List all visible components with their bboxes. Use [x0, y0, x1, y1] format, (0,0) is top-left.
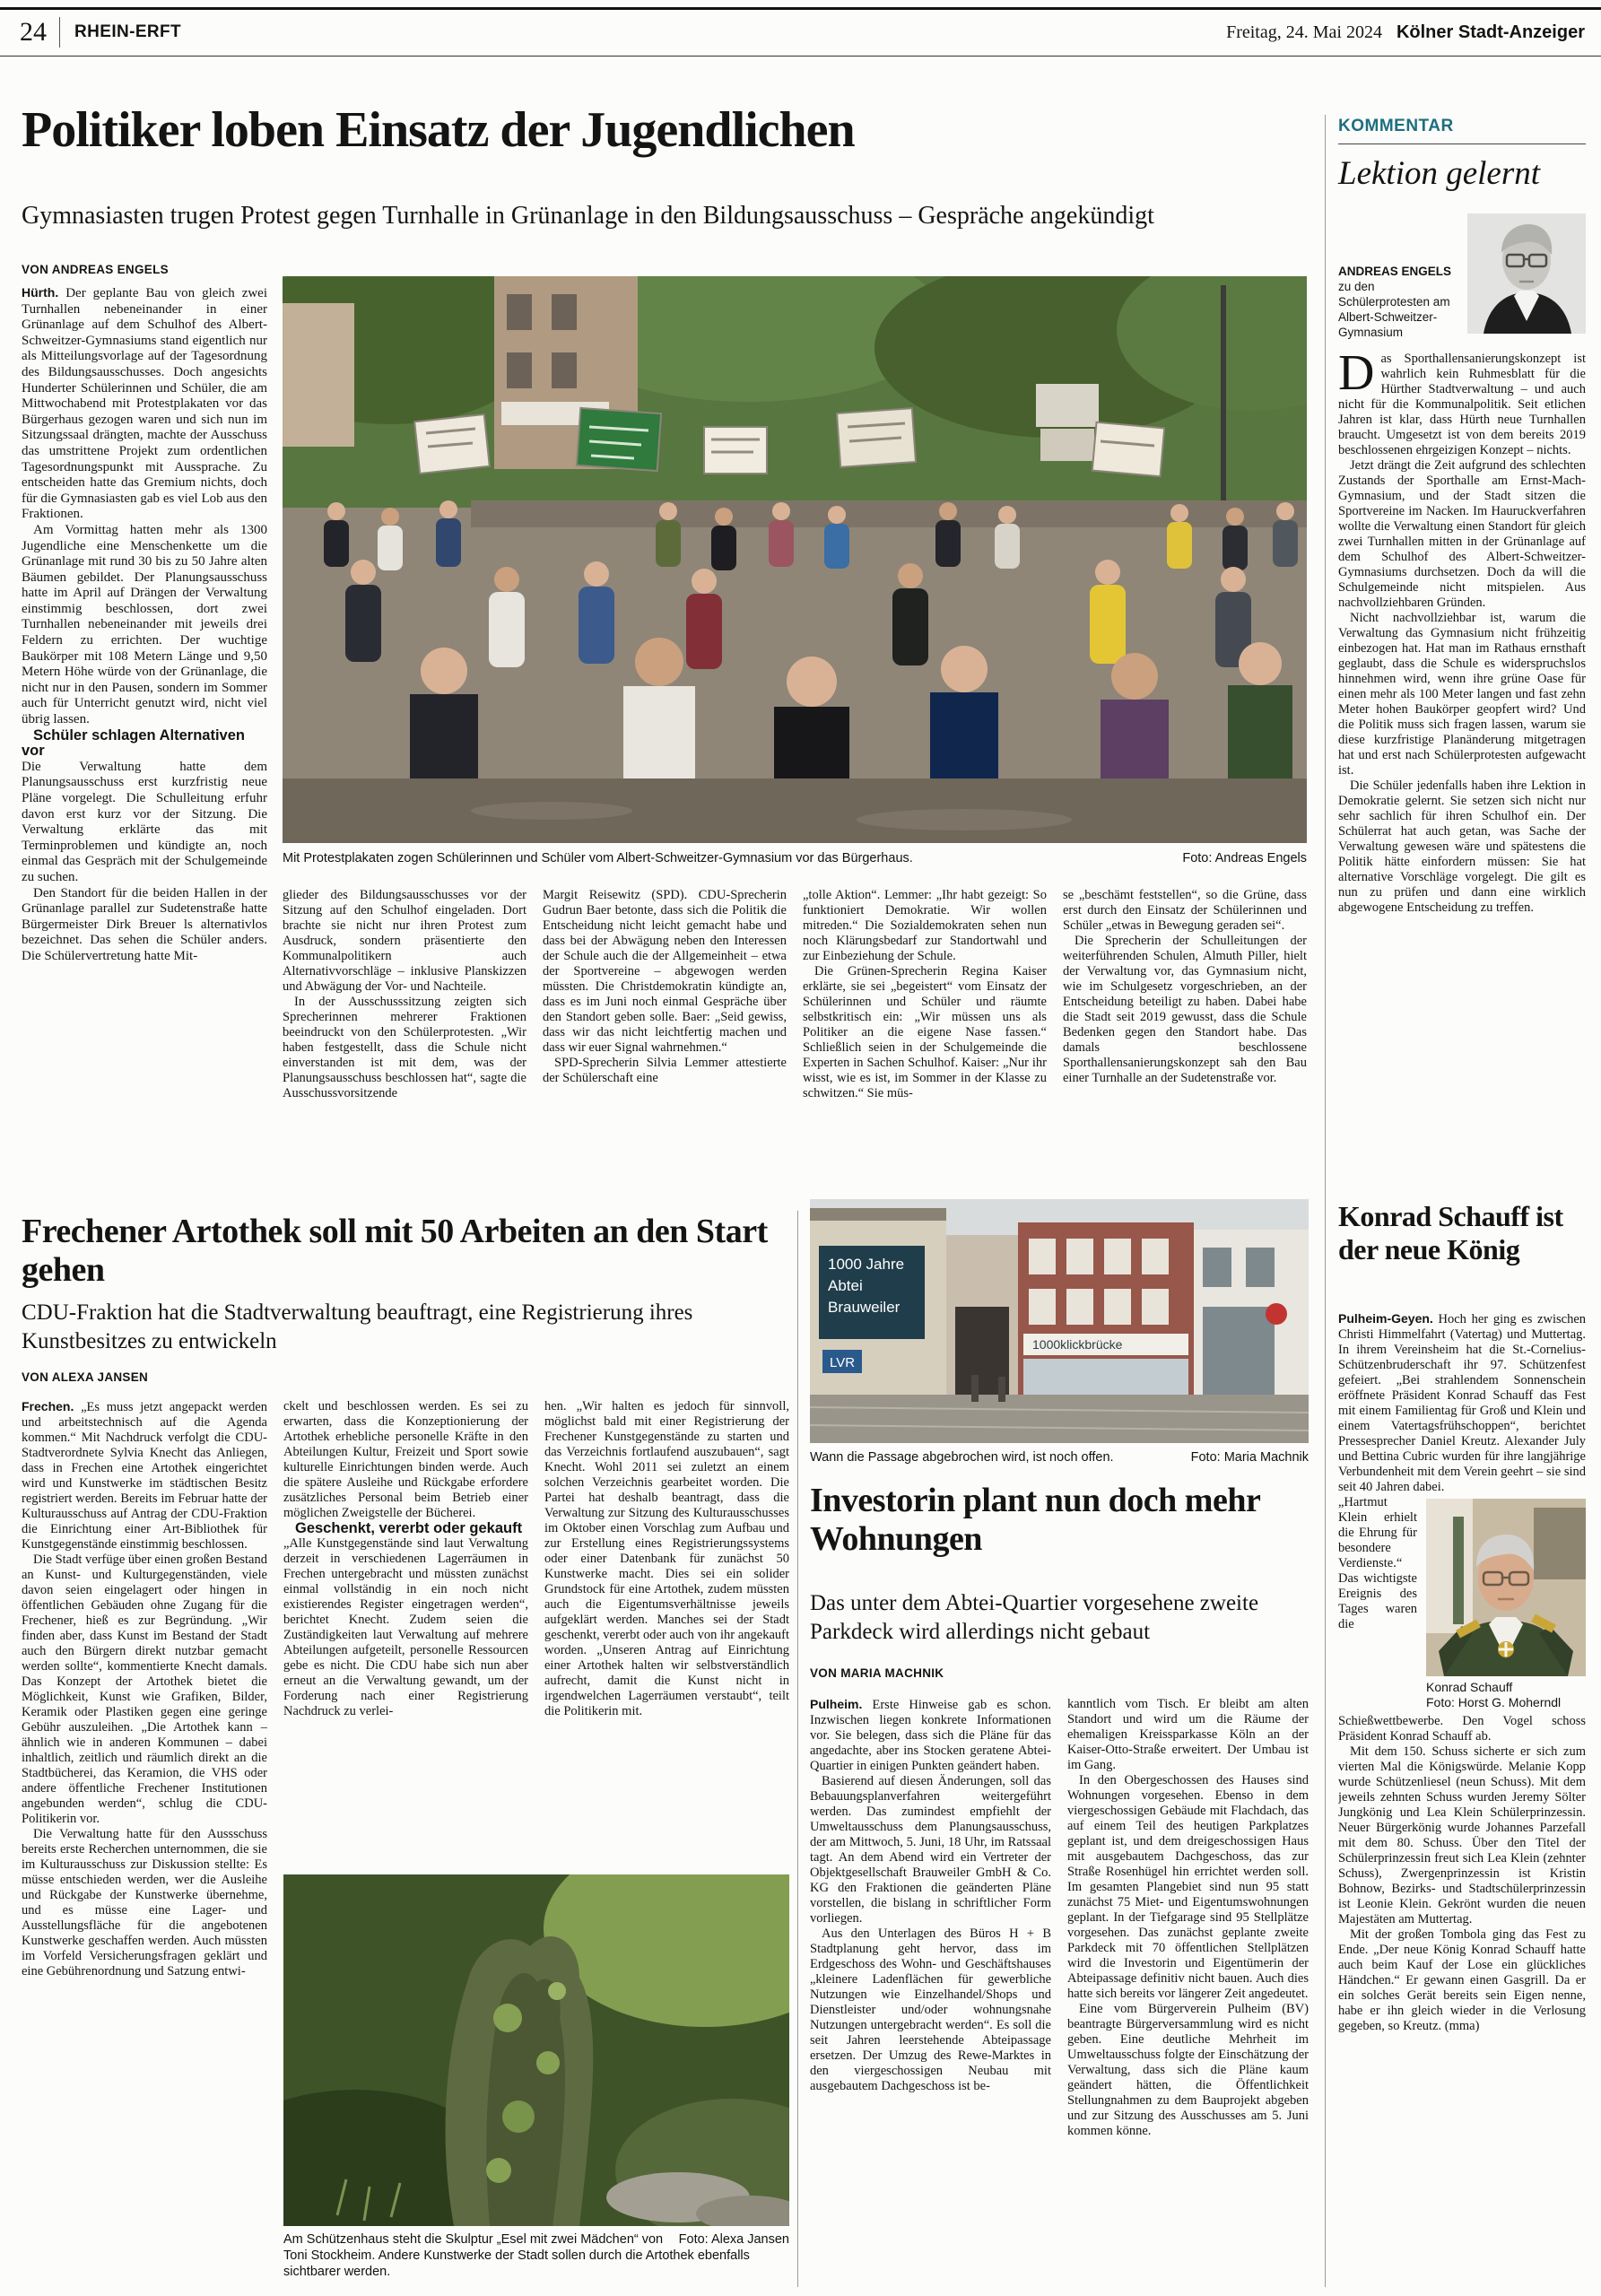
column-rule: [797, 1211, 798, 2287]
protest-column-3: [543, 888, 787, 1191]
paragraph: Margit Reisewitz (SPD). CDU-Sprecherin Gudrun Baer betonte, dass sich die Politik die Entscheidung nicht leicht gemacht habe und dass bei der Abwägung neben den Interessen der Schule auch die der Allgemeinheit – etwa der Sportvereine – abgewogen werden müssten. Die Christdemokratin kündigte an, dass es im Juni noch einmal Gespräche über den Standort geben solle. Baer: „Seid gewiss, dass wir das nicht leichtfertig machen und dass wir euer Signal wahrnehmen.“: [543, 888, 787, 1055]
protest-photo-illustration: [283, 276, 1307, 843]
paragraph: In der Ausschusssitzung zeigten sich Sprecherinnen mehrerer Fraktionen beeindruckt von den Schülerprotesten. „Wir haben festgestellt, dass die Schule nicht einverstanden ist mit dem, was der Planungsausschuss beschlossen hat“, sagte die Ausschussvorsitzende: [283, 995, 526, 1100]
investorin-column-2: [1067, 1697, 1309, 2291]
investorin-subhead: Das unter dem Abtei-Quartier vorgesehene zweite Parkdeck wird allerdings nicht gebaut: [810, 1591, 1259, 1644]
main-byline: VON ANDREAS ENGELS: [22, 263, 169, 276]
schauff-body: [1338, 1311, 1586, 2289]
paragraph: Die Sprecherin der Schulleitungen der weiterführenden Schulen, Almuth Piller, hielt der Verwaltung vor, das Gymnasium nicht, wie im Schulgesetz vorgeschrieben, an der Entscheidung beteiligt zu haben. Dabei habe die Stadt seit 2019 gewusst, dass die Schule Bedenken gegen den Standort habe. Das damals beschlossene Sporthallensanierungskonzept sah den Bau einer Turnhalle an der Sudetenstraße vor.: [1063, 934, 1307, 1085]
paragraph: ckelt und beschlossen werden. Es sei zu erwarten, dass die Konzeptionierung der Artothek erhebliche personelle Kräfte in den Abteilungen Kultur, Freizeit und Sport sowie kulturelle Einrichtungen binden werde. Auch die spätere Ausleihe und Rückgabe erfordere zusätzliches Personal beim Betrieb einer möglichen Zweigstelle der Bücherei.: [283, 1399, 528, 1520]
protest-photo: [283, 276, 1307, 843]
protest-column-1: [22, 285, 267, 1189]
dateline: Pulheim.: [810, 1697, 863, 1711]
artothek-byline: VON ALEXA JANSEN: [22, 1370, 149, 1384]
protest-photo-caption: [283, 850, 1307, 866]
kommentar-author-text: [1338, 213, 1458, 340]
banner-text-line2: Abtei: [828, 1277, 863, 1294]
protest-columns-2-5: [283, 888, 1307, 1191]
caption-text: Wann die Passage abgebrochen wird, ist noch offen.: [810, 1450, 1114, 1465]
author-name: ANDREAS ENGELS: [1338, 265, 1452, 278]
issue-date: Freitag, 24. Mai 2024: [1226, 22, 1382, 42]
paragraph: „tolle Aktion“. Lemmer: „Ihr habt gezeigt: So funktioniert Demokratie. Wir wollen mitreden.“ Die Sozialdemokraten sehen nun noch Klärungsbedarf zur Standortwahl und zur Einbeziehung der Schule.: [803, 888, 1047, 963]
page-header: [20, 11, 1585, 54]
author-desc: zu den Schülerprotesten am Albert-Schweitzer-Gymnasium: [1338, 280, 1450, 339]
paragraph: Die Grünen-Sprecherin Regina Kaiser erklärte, sie sei „begeistert“ vom Einsatz der Schülerinnen und Schüler und räumte selbstkritisch ein: „Wir müssen uns als Politiker an die eigene Nase fassen.“ Schließlich seien in der Schulgemeinde die Experten in Sachen Schulhof. Kaiser: „Nur ihr wisst, wie es ist, im Sommer in der Klasse zu schwitzen.“ Sie müs-: [803, 964, 1047, 1100]
kommentar-title: Lektion gelernt: [1338, 155, 1541, 192]
top-rule: [0, 7, 1601, 10]
protest-column-2: [283, 888, 526, 1191]
paragraph: In den Obergeschossen des Hauses sind Wohnungen vorgesehen. Ebenso in dem viergeschossigen Gebäude mit Flachdach, das auf einem Teil des heutigen Parkplatzes geplant ist, und dem dreigeschossigen Haus mit ausgebautem Dachgeschoss, das zur Straße Rosenhügel hin errichtet werden soll. Im gesamten Plangebiet sind nun 95 statt zunächst 75 Miet- und Eigentumswohnungen geplant. In der Tiefgarage sind 95 Stellplätze vorgesehen. Das zunächst geplante zweite Parkdeck mit 70 öffentlichen Stellplätzen wird die Investorin und Eigentümerin der Abteipassage definitiv nicht bauen. Auch dies hatte sich bereits vor längerer Zeit angedeutet.: [1067, 1773, 1309, 2001]
artothek-column-1: [22, 1399, 267, 2287]
drop-cap: D: [1338, 352, 1375, 401]
paragraph: Die Schüler jedenfalls haben ihre Lektion in Demokratie gelernt. Sie setzen sich nicht nur sehr sachlich für ihren Schulhof ein. Der Schülerrat hat auch getan, was Sache der Verwaltung gewesen wäre und spätestens die Politik hätte einfordern müssen: Sie hat alternative Vorschläge vorgelegt. Die gilt es nun zu prüfen und dann eine wirklich abgewogene Entscheidung zu treffen.: [1338, 778, 1586, 915]
paragraph: as Sporthallensanierungskonzept ist wahrlich kein Ruhmesblatt für die Hürther Stadtverwaltung – und auch nicht für die Kommunalpolitik. Seit etlichen Jahren ist klar, dass Hürth neue Turnhallen braucht. Umgesetzt ist von dem bereits 2019 beschlossenen ehrgeizigen Konzept – nichts.: [1338, 352, 1586, 457]
schauff-photo-caption: [1426, 1676, 1586, 1710]
section-title: RHEIN-ERFT: [74, 22, 182, 41]
paragraph: Der geplante Bau von gleich zwei Turnhallen nebeneinander in einer Grünanlage auf dem Schulhof des Albert-Schweitzer-Gymnasiums stand eigentlich nur als Mitteilungsvorlage auf der Tagesordnung des Bildungsausschusses. Doch angesichts Hunderter Schülerinnen und Schüler, die am Mittwochabend mit Protestplakaten vor das Bürgerhaus gezogen waren und sich nun im Sitzungssaal drängten, machte der Ausschuss das umstrittene Projekt zum ordentlichen Tagesordnungspunkt mit Aussprache. Zu entscheiden hatte das Gremium nichts, doch für die Gymnasiasten gab es viel Lob aus den Fraktionen.: [22, 286, 267, 522]
paragraph: Den Standort für die beiden Hallen in der Grünanlage parallel zur Sudetenstraße hatte Bürgermeister Dirk Breuer ls alternativlos bezeichnet. Das sehen die Schüler anders. Die Schülervertretung hatte Mit-: [22, 885, 267, 963]
paragraph: Mit der großen Tombola ging das Fest zu Ende. „Der neue König Konrad Schauff hatte auch beim Kauf der Lose ein glückliches Händchen.“ Er gewann einen Gasgrill. Da er ein solches Gerät bereits sein Eigen nenne, habe er ihn gleich wieder in die Verlosung gegeben, so Kreutz. (mma): [1338, 1927, 1586, 2033]
crosshead: Geschenkt, vererbt oder gekauft: [295, 1520, 523, 1536]
author-portrait: [1467, 213, 1586, 334]
investorin-column-1: [810, 1697, 1051, 2291]
investorin-headline: Investorin plant nun doch mehr Wohnungen: [810, 1482, 1260, 1558]
crosshead: Schüler schlagen Alternativen vor: [22, 726, 245, 760]
sculpture-photo: [283, 1874, 789, 2226]
paragraph: Die Stadt verfüge über einen großen Bestand an Kunst- und Kulturgegenständen, viele davon seien eingelagert oder hingen in öffentlichen Gebäuden ohne Zugang für die Frechener, hieß es zur Begründung. „Wir finden aber, dass Kunst im Bestand der Stadt auch den Bürgern direkt nutzbar gemacht werden sollte“, kommentierte Knecht damals. Das Konzept der Artothek bietet die Möglichkeit, Kunst wie Grafiken, Bilder, Keramik oder Plastiken gegen eine geringe Gebühr auszuleihen. „Die Artothek kann – ähnlich wie in anderen Kommunen – dabei inhaltlich, zeitlich und räumlich direkt an die Stadtbücherei, das Keramion, die VHS oder andere öffentliche Frechener Institutionen angebunden werden“, schlug die CDU-Politikerin vor.: [22, 1552, 267, 1826]
schauff-photo-illustration: [1426, 1499, 1586, 1676]
paragraph: Jetzt drängt die Zeit aufgrund des schlechten Zustands der Sporthalle am Ernst-Mach-Gymnasium, und der Stadt sitzen die Sportvereine im Nacken. Im Hauruckverfahren wollte die Verwaltung einen Standort für gleich zwei Turnhallen mitten in der Grünanlage auf dem Schulhof des Albert-Schweitzer-Gymnasiums durchsetzen. Doch da will die Schulgemeinde nicht mitspielen. Aus nachvollziehbaren Gründen.: [1338, 458, 1586, 610]
photo-credit: Foto: Andreas Engels: [1182, 851, 1307, 865]
paragraph: „Hartmut Klein erhielt die Ehrung für besondere Verdienste.“ Das wichtigste Ereignis des Tages waren die Schießwettbewerbe. Den Vogel schoss Präsident Konrad Schauff ab.: [1338, 1495, 1586, 1744]
paragraph: glieder des Bildungsausschusses vor der Sitzung auf den Schulhof eingeladen. Dort brachte sie nicht nur ihren Protest zum Ausdruck, sondern präsentierte den Kommunalpolitikern auch Alternativvorschläge – inklusive Planskizzen und Abwägung der Vor- und Nachteile.: [283, 888, 526, 994]
paragraph: hen. „Wir halten es jedoch für sinnvoll, möglichst bald mit einer Registrierung der Frechener Kunstgegenstände zu starten und das Verzeichnis fortlaufend auszubauen“, sagt Knecht. Wohl 2011 sei zuletzt an einem solchen Verzeichnis gearbeitet worden. Die Partei hat deshalb beantragt, dass die Verwaltung zur Sitzung des Kulturausschusses im Oktober einen Vorschlag zum Aufbau und zur Erstellung eines Registrierungssystems oder einer Datenbank für zunächst 50 Kunstwerke macht. Dies sei ein solider Grundstock für eine Artothek, zudem müssten auch die Eigentumsverhältnisse jeweils aufgeklärt werden. Manches sei der Stadt geschenkt, vererbt oder auch von ihr angekauft worden. „Unseren Antrag auf Einrichtung einer Artothek halten wir selbstverständlich aufrecht, damit die Kunst nicht in irgendwelchen Lagerräumen verstaubt“, teilt die Politikerin mit.: [544, 1399, 789, 1718]
abtei-photo: [810, 1199, 1309, 1443]
paragraph: SPD-Sprecherin Silvia Lemmer attestierte der Schülerschaft eine: [543, 1056, 787, 1085]
artothek-headline: Frechener Artothek soll mit 50 Arbeiten an den Start gehen: [22, 1213, 768, 1289]
paragraph: Basierend auf diesen Änderungen, soll das Bebauungsplanverfahren weitergeführt werden. Das zumindest empfiehlt der Umweltausschuss dem Planungsausschuss, der am Mittwoch, 5. Juni, 18 Uhr, im Ratssaal tagt. An dem Abend wird ein Vertreter der Objektgesellschaft Brauweiler GmbH & Co. KG den Fraktionen die geänderten Pläne vorstellen, die bislang in schriftlicher Form vorliegen.: [810, 1774, 1051, 1926]
paragraph: Die Verwaltung hatte dem Planungsausschuss erst kurzfristig neue Pläne vorgelegt. Die Schulleitung erfuhr davon erst kurz vor der Sitzung. Die Verwaltung erklärte das mit Terminproblemen und kündigte an, noch einmal das Gespräch mit der Schulgemeinde zu suchen.: [22, 759, 267, 884]
paragraph: Hoch her ging es zwischen Christi Himmelfahrt (Vatertag) und Muttertag. In ihrem Vereinsheim hat die St.-Cornelius-Schützenbruderschaft ihr 97. Schützenfest gefeiert. „Bei strahlendem Sonnenschein eröffnete Präsident Konrad Schauff das Fest mit einem Familientag für Groß und Klein und einem Vatertagsfrühschoppen“, berichtet Pressesprecher Daniel Kreutz. Alexander July und Bettina Cubric wurden für ihre langjährige Verbundenheit mit dem Verein geehrt – sie sind seit 40 Jahren dabei.: [1338, 1312, 1586, 1494]
abtei-photo-caption: [810, 1449, 1309, 1465]
dateline: Pulheim-Geyen.: [1338, 1311, 1433, 1326]
kommentar-author-block: [1338, 213, 1586, 340]
dateline: Hürth.: [22, 285, 59, 300]
paragraph: „Alle Kunstgegenstände sind laut Verwaltung derzeit in verschiedenen Lagerräumen in Frechen untergebracht und müssten zunächst einmal vollständig in ein noch nicht existierendes Register eingetragen werden“, berichtet Knecht. Zudem seien die Zuständigkeiten laut Verwaltung auf mehrere Abteilungen aufgeteilt, personelle Ressourcen gebe es nicht. Die CDU habe sich nun aber erneut an die Verwaltung gewandt, um der Forderung nach einer Registrierung Nachdruck zu verlei-: [283, 1536, 528, 1718]
schauff-figure: [1426, 1499, 1586, 1710]
main-subhead: Gymnasiasten trugen Protest gegen Turnhalle in Grünanlage in den Bildungsausschuss – Gespräche angekündigt: [22, 202, 1154, 230]
abtei-photo-illustration: [810, 1199, 1309, 1443]
caption-text: Am Schützenhaus steht die Skulptur „Esel mit zwei Mädchen“ von Toni Stockheim. Andere Kunstwerke der Stadt sollen durch die Artothek ebenfalls sichtbarer werden.: [283, 2232, 750, 2279]
artothek-right-block: [283, 1399, 789, 2280]
artothek-column-2: [283, 1399, 528, 1866]
header-divider: [59, 17, 60, 48]
paragraph: Erste Hinweise gab es schon. Inzwischen liegen konkrete Informationen vor. Sie belegen, dass sich die Pläne für das angedachte, aber ins Stocken geratene Abtei-Quartier in einigen Punkten geändert haben.: [810, 1698, 1051, 1773]
sculpture-caption: [283, 2231, 789, 2280]
schauff-headline: Konrad Schauff ist der neue König: [1338, 1200, 1563, 1266]
klick-banner-text: 1000klickbrücke: [1032, 1337, 1123, 1352]
dateline: Frechen.: [22, 1399, 74, 1413]
caption-text: Konrad Schauff: [1426, 1680, 1513, 1694]
investorin-columns: [810, 1697, 1309, 2291]
paragraph: Die Verwaltung hatte für den Aussschuss bereits erste Recherchen unternommen, die sie im Kulturausschuss zur Diskussion stellte: Es müsse entschieden werden, wer die Ausleihe und Rückgabe der Kunstwerke übernehme, und es müsse eine Lager- und Ausstellungsfläche für die angebotenen Kunstwerke geschaffen werden. Auch müssten im Vorfeld Versicherungsfragen geklärt und eine Gebührenordnung und Satzung entwi-: [22, 1827, 267, 1979]
header-rule: [0, 56, 1601, 57]
kommentar-body: [1338, 352, 1586, 1190]
sculpture-photo-illustration: [283, 1874, 789, 2226]
paragraph: Aus den Unterlagen des Büros H + B Stadtplanung geht hervor, dass im Erdgeschoss des Wohn- und Geschäftshauses „kleinere Ladenflächen für gewerbliche Nutzungen wie Einzelhandel/Shops und Dienstleister und/oder wohnungsnahe Nutzungen untergebracht werden“. Es soll die seit Jahren leerstehende Abteipassage ersetzen. Der Umzug des Rewe-Marktes in den viergeschossigen Neubau mit ausgebautem Dachgeschoss ist be-: [810, 1926, 1051, 2093]
protest-column-5: [1063, 888, 1307, 1191]
schauff-photo: [1426, 1499, 1586, 1676]
artothek-column-3: [544, 1399, 789, 1866]
banner-text-line3: Brauweiler: [828, 1299, 901, 1316]
artothek-columns-2-3: [283, 1399, 789, 1866]
paragraph: „Es muss jetzt angepackt werden und arbeitstechnisch auf die Agenda kommen.“ Mit Nachdruck verfolgt die CDU-Stadtverordnete Sylvia Knecht das Anliegen, dass in Frechen eine Artothek eingerichtet wird und Kunstwerke im städtischen Besitz registriert werden. Bereits im Februar hatte der Kulturausschuss auf Antrag der CDU-Fraktion die Einrichtung einer Art-Bibliothek für Kunstgegenstände einstimmig beschlossen.: [22, 1400, 267, 1552]
photo-credit: Foto: Maria Machnik: [1190, 1450, 1309, 1465]
paper-name: Kölner Stadt-Anzeiger: [1396, 22, 1585, 42]
paragraph: Am Vormittag hatten mehr als 1300 Jugendliche eine Menschenkette um die Grünanlage mit rund 30 bis zu 50 Jahre alten Bäumen gebildet. Der Planungsausschuss hatte im April auf Drängen der Verwaltung einstimmig beschlossen, dort zwei Turnhallen nebeneinander mit jeweils drei Feldern zu errichten. Der wuchtige Baukörper mit 108 Metern Länge und 9,50 Metern Höhe würde von der Grünanlage, die nicht nur in den Pausen, sondern im Sommer auch für Unterricht genutzt wird, nicht viel übrig lassen.: [22, 522, 267, 727]
protest-column-4: [803, 888, 1047, 1191]
investorin-byline: VON MARIA MACHNIK: [810, 1666, 944, 1680]
artothek-subhead: CDU-Fraktion hat die Stadtverwaltung beauftragt, eine Registrierung ihres Kunstbesitzes zu entwickeln: [22, 1300, 693, 1353]
main-headline: Politiker loben Einsatz der Jugendlichen: [22, 102, 855, 158]
caption-text: Mit Protestplakaten zogen Schülerinnen und Schüler vom Albert-Schweitzer-Gymnasium vor das Bürgerhaus.: [283, 851, 913, 865]
rail-rule: [1325, 115, 1326, 2287]
paragraph: kanntlich vom Tisch. Er bleibt am alten Standort und wird um die Räume der ehemaligen Kreissparkasse Köln an der Kaiser-Otto-Straße erweitert. Der Umbau ist im Gang.: [1067, 1697, 1309, 1772]
photo-credit: Foto: Alexa Jansen: [678, 2232, 789, 2247]
paragraph: se „beschämt feststellen“, so die Grüne, dass erst durch den Einsatz der Schülerinnen und Schüler „etwas in Bewegung geraden sei“.: [1063, 888, 1307, 933]
banner-text-line1: 1000 Jahre: [828, 1256, 905, 1273]
page-number: 24: [20, 17, 47, 47]
paragraph: Mit dem 150. Schuss sicherte er sich zum vierten Mal die Königswürde. Melanie Kopp wurde Schützenliesel (neun Schuss). Mit dem jeweils zehnten Schuss wurden Jeremy Sölter Jungkönig und Lea Klein Schülerprinzessin. Neuer Bürgerkönig wurde Johannes Parzefall mit dem 80. Schuss. Über den Titel der Schülerprinzessin freut sich Lea Klein (zehnter Schuss), Zwergenprinzessin ist Kristin Bohnow, Bezirks- und Stadtschülerprinzessin ist Leonie Klein. Gekrönt wurden die neuen Majestäten am Muttertag.: [1338, 1744, 1586, 1926]
photo-credit: Foto: Horst G. Moherndl: [1426, 1695, 1562, 1709]
paragraph: Nicht nachvollziehbar ist, warum die Verwaltung das Gymnasium nicht frühzeitig einbezogen hat. Hat man im Rathaus ernsthaft geglaubt, dass die Schule es widerspruchslos hinnehmen wird, wenn ihre grüne Oase für einen mehr als 100 Meter langen und fast zehn Meter hohen Baukörper geopfert wird? Und die Politik muss sich fragen lassen, warum sie diese kurzfristige Planänderung mitgetragen hat und erst nach Schülerprotesten aufgewacht ist.: [1338, 611, 1586, 778]
paragraph: Eine vom Bürgerverein Pulheim (BV) beantragte Bürgerversammlung wird es nicht geben. Eine deutliche Mehrheit im Umweltausschuss folgte der Einschätzung der Verwaltung, dass sich die Pläne kaum geändert hätten, die Öffentlichkeit Stellungnahmen zu dem Bauprojekt abgeben und zur Sitzung des Ausschusses am 5. Juni kommen könne.: [1067, 2002, 1309, 2138]
lvr-sign-text: LVR: [830, 1355, 856, 1370]
author-portrait-illustration: [1467, 213, 1586, 334]
kommentar-kicker: KOMMENTAR: [1338, 117, 1454, 135]
